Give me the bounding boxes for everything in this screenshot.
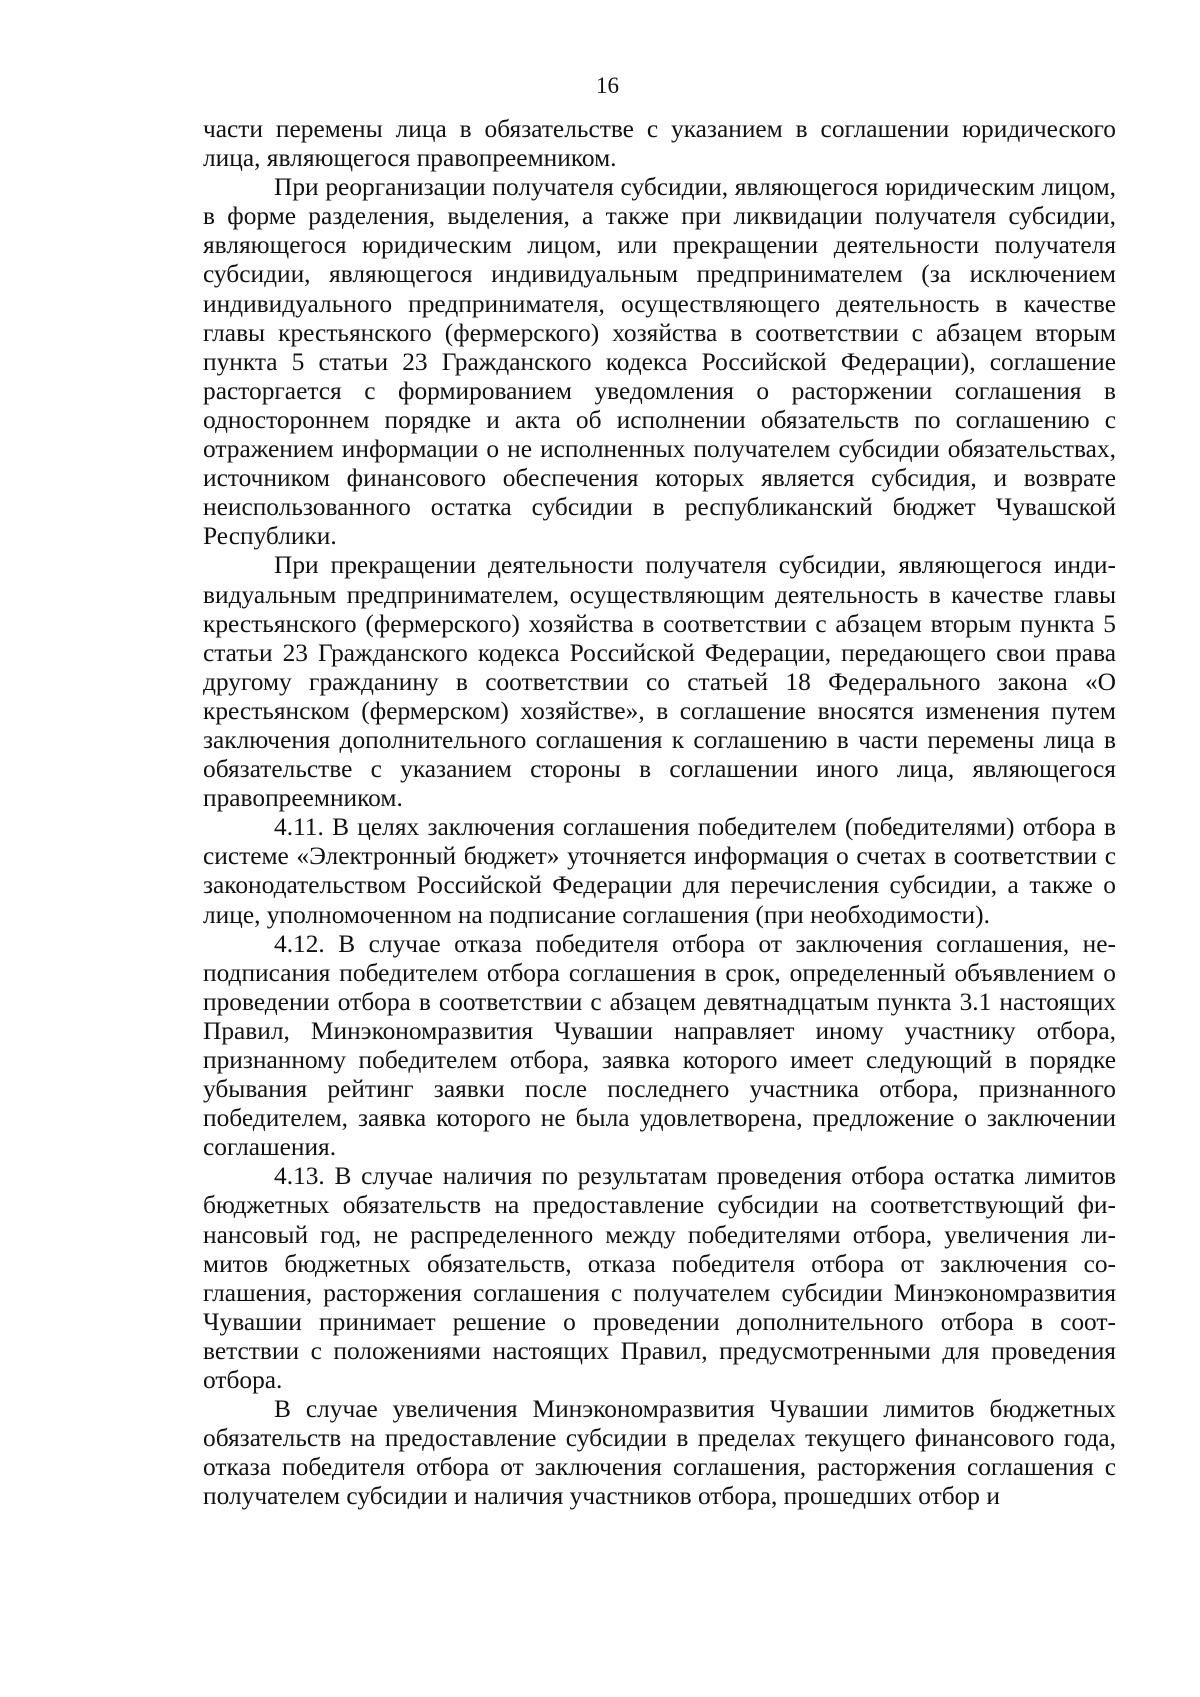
paragraph-4-11: 4.11. В целях заключения соглашения победителем (победителями) отбора в системе «Электронный бюджет» уточняется информация о счетах в соответствии с законодательством Российской Федерации для перечисления субсидии, а также о лице, уполномоченном на подписание соглашения (при необходимости). <box>203 813 1116 929</box>
paragraph-continuation: части перемены лица в обязательстве с указанием в соглашении юридического лица, являющегося правопреемником. <box>203 115 1116 173</box>
paragraph-limits-increase: В случае увеличения Минэкономразвития Чувашии лимитов бюджетных обязательств на предоставление субсидии в пределах текущего финансового года, отказа победителя отбора от заключения соглашения, расторжения соглашения с получателем субсидии и наличия участников отбора, прошедших отбор и <box>203 1395 1116 1511</box>
paragraph-reorganization: При реорганизации получателя субсидии, являющегося юридическим лицом, в форме разделения, выделения, а также при ликвидации получателя субсидии, являющегося юридическим лицом, или прекращении деятельности получателя субсидии, являющегося индивидуальным предпринимателем (за исключением индивидуального предпринимателя, осуществляющего деятельность в качестве главы крестьянского (фермерского) хозяйства в соответствии с абзацем вторым пункта 5 статьи 23 Гражданского кодекса Российской Федерации), соглашение расторгается с формированием уведомления о расторжении соглашения в одностороннем порядке и акта об исполнении обязательств по соглашению с отражением информации о не исполненных получателем субсидии обязательствах, источником финансового обеспечения которых является субсидия, и возврате неиспользованного остатка субсидии в республиканский бюджет Чувашской Республики. <box>203 173 1116 551</box>
paragraph-4-12: 4.12. В случае отказа победителя отбора от заключения соглашения, неподписания победителем отбора соглашения в срок, определенный объявлением о проведении отбора в соответствии с абзацем девятнадцатым пункта 3.1 настоящих Правил, Минэкономразвития Чувашии направляет иному участнику отбора, признанному победителем отбора, заявка которого имеет следующий в порядке убывания рейтинг заявки после последнего участника отбора, признанного победителем, заявка которого не была удовлетворена, предложение о заключении соглашения. <box>203 929 1116 1162</box>
paragraph-termination: При прекращении деятельности получателя субсидии, являющегося индивидуальным предпринимателем, осуществляющим деятельность в качестве главы крестьянского (фермерского) хозяйства в соответствии с абзацем вторым пункта 5 статьи 23 Гражданского кодекса Российской Федерации, передающего свои права другому гражданину в соответствии со статьей 18 Федерального закона «О крестьянском (фермерском) хозяйстве», в соглашение вносятся изменения путем заключения дополнительного соглашения к соглашению в части перемены лица в обязательстве с указанием стороны в соглашении иного лица, являющегося правопреемником. <box>203 551 1116 813</box>
paragraph-4-13: 4.13. В случае наличия по результатам проведения отбора остатка лимитов бюджетных обязательств на предоставление субсидии на соответствующий финансовый год, не распределенного между победителями отбора, увеличения лимитов бюджетных обязательств, отказа победителя отбора от заключения соглашения, расторжения соглашения с получателем субсидии Минэкономразвития Чувашии принимает решение о проведении дополнительного отбора в соответствии с положениями настоящих Правил, предусмотренными для проведения отбора. <box>203 1162 1116 1395</box>
document-body <box>203 115 1116 1512</box>
page-number: 16 <box>596 73 619 98</box>
